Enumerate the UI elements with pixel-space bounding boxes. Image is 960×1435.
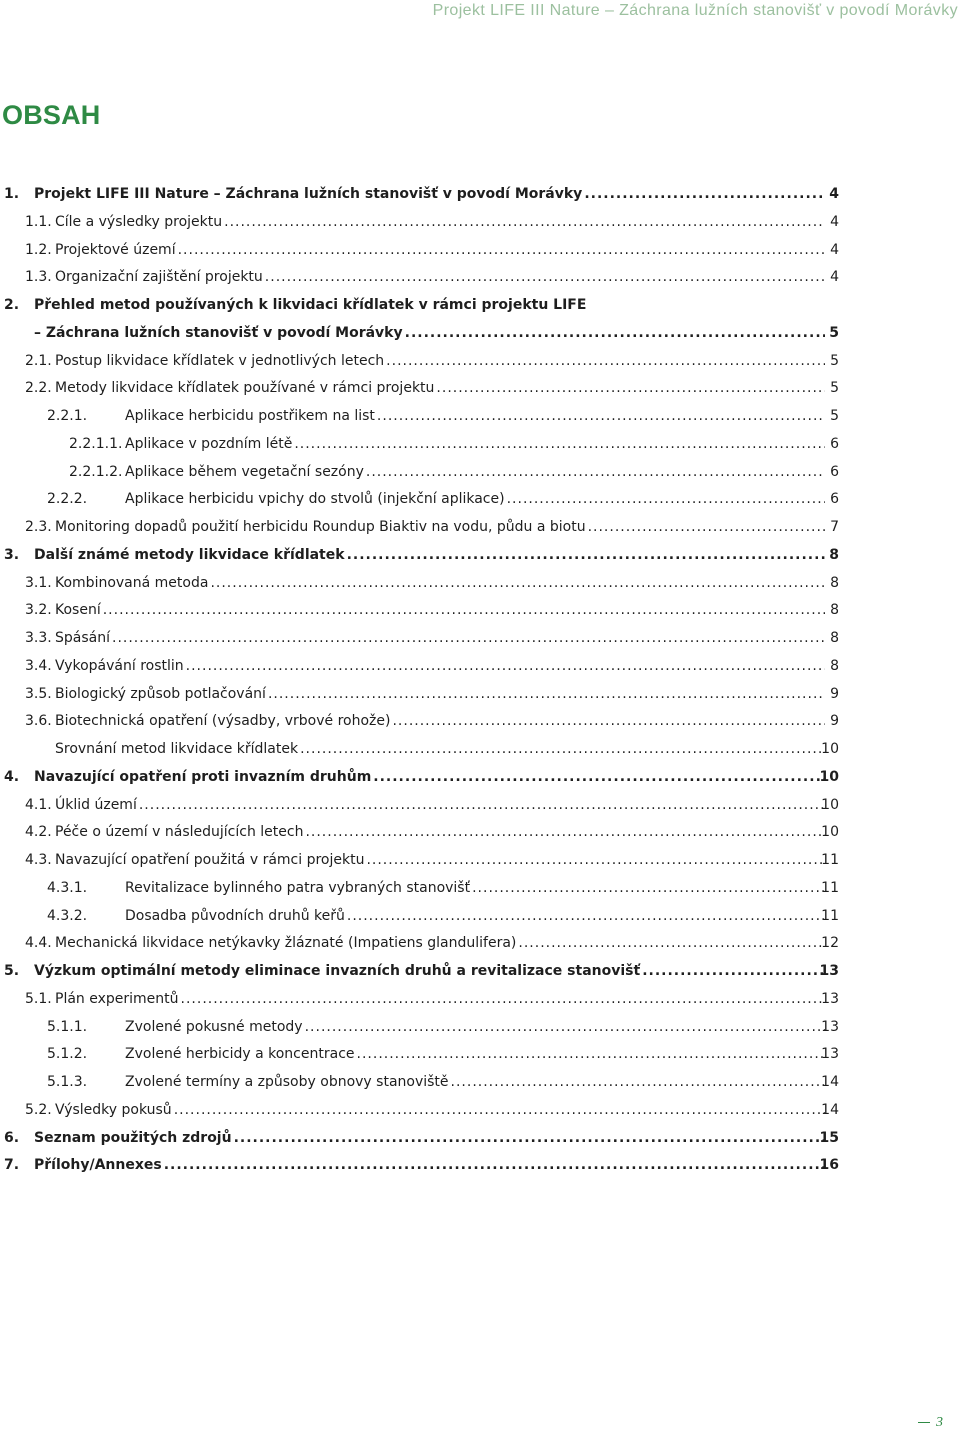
toc-entry-page: 8 <box>830 657 839 674</box>
dot-leader <box>434 375 825 403</box>
toc-entry[interactable] <box>0 903 960 931</box>
toc-entry-number: 2.2.2. <box>47 491 88 508</box>
toc-entry[interactable] <box>0 292 960 320</box>
toc-entry-title-text: Mechanická likvidace netýkavky žláznaté (Impatiens glandulifera) <box>55 935 517 952</box>
toc-entry[interactable] <box>0 681 960 709</box>
dot-leader <box>582 181 825 209</box>
toc-entry-title <box>34 542 825 570</box>
toc-entry-title <box>55 348 825 376</box>
toc-entry[interactable] <box>0 431 960 459</box>
toc-entry[interactable] <box>0 625 960 653</box>
dot-leader <box>172 1097 825 1125</box>
dot-leader <box>640 958 825 986</box>
toc-entry-title-text: Cíle a výsledky projektu <box>55 213 223 230</box>
toc-entry-title-text: Aplikace herbicidu postřikem na list <box>125 408 375 424</box>
dot-leader <box>355 1041 825 1069</box>
dot-leader <box>298 736 825 764</box>
toc-entry-title <box>125 903 825 931</box>
toc-entry-page: 5 <box>829 324 839 341</box>
toc-entry-title <box>125 486 825 514</box>
toc-entry[interactable] <box>0 209 960 237</box>
toc-entry-title <box>125 875 825 903</box>
toc-entry-number: 5.1.2. <box>47 1046 88 1063</box>
dot-leader <box>263 264 825 292</box>
toc-entry-title <box>34 181 825 209</box>
toc-entry[interactable] <box>0 958 960 986</box>
toc-entry-title <box>55 986 825 1014</box>
table-of-contents <box>0 181 960 1180</box>
toc-entry-title <box>125 431 825 459</box>
toc-entry-page: 5 <box>830 380 839 397</box>
toc-entry-title-text: Úklid území <box>55 796 137 813</box>
toc-entry-page: 10 <box>821 824 839 841</box>
toc-entry-number: 3.1. <box>25 574 52 591</box>
toc-entry-number: 4.4. <box>25 935 52 952</box>
toc-entry-title <box>55 514 825 542</box>
toc-entry-title-text: Projekt LIFE III Nature – Záchrana lužních stanovišť v povodí Morávky <box>34 186 583 202</box>
toc-entry-title-text: Navazující opatření použitá v rámci projektu <box>55 852 365 868</box>
dot-leader <box>110 625 825 653</box>
toc-entry-title-text: Spásání <box>55 630 110 646</box>
toc-entry-title <box>34 292 586 320</box>
toc-entry[interactable] <box>0 181 960 209</box>
toc-entry-number: 4.1. <box>25 796 52 813</box>
toc-entry-title-text: Kombinovaná metoda <box>55 574 209 591</box>
dot-leader <box>303 1014 825 1042</box>
toc-entry[interactable] <box>0 597 960 625</box>
dot-leader <box>222 209 825 237</box>
dot-leader <box>137 792 825 820</box>
toc-entry-page: 11 <box>821 879 839 896</box>
toc-entry[interactable] <box>0 542 960 570</box>
toc-entry[interactable] <box>0 653 960 681</box>
toc-entry-title <box>125 1069 825 1097</box>
toc-entry-title-text: Výsledky pokusů <box>55 1101 172 1118</box>
toc-entry-page: 4 <box>830 213 839 230</box>
toc-entry-title <box>55 237 825 265</box>
toc-entry-number: 4. <box>4 768 20 785</box>
toc-entry-number: 2.1. <box>25 352 52 369</box>
toc-entry-title <box>34 1152 825 1180</box>
toc-entry-title <box>34 958 825 986</box>
toc-entry-number: 3.6. <box>25 713 52 730</box>
toc-entry-title-text: Aplikace během vegetační sezóny <box>125 463 364 480</box>
toc-entry-number: 4.2. <box>25 824 52 841</box>
dot-leader <box>101 597 825 625</box>
toc-entry-title-text: Aplikace herbicidu vpichy do stvolů (injekční aplikace) <box>125 491 505 508</box>
toc-entry[interactable] <box>0 237 960 265</box>
toc-entry[interactable] <box>0 514 960 542</box>
toc-entry-title-text: Další známé metody likvidace křídlatek <box>34 546 345 563</box>
dot-leader <box>345 542 825 570</box>
toc-entry-title-text: Plán experimentů <box>55 990 179 1007</box>
toc-entry-number: 2.2.1.1. <box>69 435 123 452</box>
toc-entry-title-text: Dosadba původních druhů keřů <box>125 907 345 924</box>
toc-entry-title-text: Přílohy/Annexes <box>34 1157 162 1174</box>
dot-leader <box>364 847 825 875</box>
toc-entry-number: 6. <box>4 1129 20 1146</box>
dot-leader <box>184 653 825 681</box>
toc-entry-number: 3.5. <box>25 685 52 702</box>
toc-entry-number: 5.1. <box>25 990 52 1007</box>
toc-entry[interactable] <box>0 764 960 792</box>
toc-entry-title-text: Zvolené herbicidy a koncentrace <box>125 1046 355 1063</box>
dot-leader <box>232 1125 825 1153</box>
dot-leader <box>375 403 825 431</box>
toc-entry-title-text: Péče o území v následujících letech <box>55 824 304 841</box>
toc-entry-page: 5 <box>830 408 839 424</box>
dot-leader <box>390 708 825 736</box>
toc-entry[interactable] <box>0 930 960 958</box>
toc-entry-page: 8 <box>830 630 839 646</box>
toc-entry-title-text: Zvolené termíny a způsoby obnovy stanoviště <box>125 1074 449 1090</box>
toc-entry-page: 9 <box>830 685 839 702</box>
toc-entry[interactable] <box>0 1041 960 1069</box>
toc-entry-page: 6 <box>830 463 839 480</box>
toc-entry-title <box>55 1097 825 1125</box>
toc-entry[interactable] <box>0 1014 960 1042</box>
dot-leader <box>371 764 825 792</box>
dot-leader <box>364 459 825 487</box>
toc-entry[interactable] <box>0 264 960 292</box>
dot-leader <box>403 320 825 348</box>
toc-entry-page: 14 <box>821 1101 839 1118</box>
toc-entry-title <box>55 625 825 653</box>
toc-entry-page: 13 <box>821 1018 839 1035</box>
toc-entry-page: 6 <box>830 435 839 452</box>
toc-entry-page: 12 <box>821 935 839 952</box>
toc-entry-page: 5 <box>830 352 839 369</box>
toc-entry-title-text: Projektové území <box>55 241 176 258</box>
toc-entry[interactable] <box>0 375 960 403</box>
dot-leader <box>292 431 825 459</box>
dot-leader <box>586 514 825 542</box>
dot-leader <box>179 986 825 1014</box>
toc-entry[interactable] <box>0 847 960 875</box>
toc-entry-number: 2.2.1. <box>47 408 88 424</box>
toc-entry-title-text: Biologický způsob potlačování <box>55 685 266 702</box>
toc-entry-title-text: Srovnání metod likvidace křídlatek <box>55 741 299 757</box>
toc-entry[interactable] <box>0 570 960 598</box>
toc-entry-number: 7. <box>4 1157 20 1174</box>
toc-entry-title-text: Aplikace v pozdním létě <box>125 435 293 452</box>
toc-entry-page: 10 <box>821 741 839 757</box>
toc-entry-title-text: Kosení <box>55 602 101 619</box>
toc-entry[interactable] <box>0 486 960 514</box>
toc-entry-title-text: Organizační zajištění projektu <box>55 269 263 286</box>
toc-entry[interactable] <box>0 736 960 764</box>
toc-entry-title-text: Navazující opatření proti invazním druhům <box>34 768 372 785</box>
toc-entry-number: 2. <box>4 297 20 313</box>
toc-entry[interactable] <box>0 708 960 736</box>
dot-leader <box>162 1152 825 1180</box>
toc-entry-page: 11 <box>821 907 839 924</box>
toc-entry-page: 13 <box>821 1046 839 1063</box>
toc-entry-page: 15 <box>819 1129 839 1146</box>
toc-entry-title <box>55 847 825 875</box>
toc-entry[interactable] <box>0 348 960 376</box>
toc-entry-title-text: – Záchrana lužních stanovišť v povodí Morávky <box>34 324 403 341</box>
toc-entry-page: 9 <box>830 713 839 730</box>
dot-leader <box>449 1069 825 1097</box>
toc-entry-title-text: Revitalizace bylinného patra vybraných stanovišť <box>125 879 471 896</box>
toc-entry-title <box>55 708 825 736</box>
toc-entry-title <box>125 459 825 487</box>
toc-entry[interactable] <box>0 819 960 847</box>
toc-entry[interactable] <box>0 1152 960 1180</box>
toc-entry-title <box>125 1014 825 1042</box>
toc-entry-title-text: Metody likvidace křídlatek používané v rámci projektu <box>55 380 435 397</box>
toc-entry-title <box>55 819 825 847</box>
toc-entry-page: 13 <box>821 990 839 1007</box>
dot-leader <box>208 570 825 598</box>
toc-entry-number: 5.2. <box>25 1101 52 1118</box>
toc-entry-page: 11 <box>821 852 839 868</box>
dot-leader <box>505 486 825 514</box>
toc-entry-title <box>55 597 825 625</box>
toc-entry-number: 3. <box>4 546 20 563</box>
toc-entry-page: 4 <box>829 186 839 202</box>
toc-entry-page: 10 <box>819 768 839 785</box>
dot-leader <box>470 875 825 903</box>
toc-entry-number: 2.2. <box>25 380 52 397</box>
toc-entry-number: 2.2.1.2. <box>69 463 123 480</box>
toc-entry[interactable] <box>0 403 960 431</box>
toc-entry-title <box>55 792 825 820</box>
toc-entry-number: 1.1. <box>25 213 52 230</box>
toc-entry-title <box>55 264 825 292</box>
toc-entry-page: 16 <box>819 1157 839 1174</box>
toc-entry-title <box>55 930 825 958</box>
toc-entry-number: 2.3. <box>25 519 52 535</box>
toc-entry-number: 1.3. <box>25 269 52 286</box>
toc-entry[interactable] <box>0 792 960 820</box>
toc-entry-page: 7 <box>830 519 839 535</box>
toc-entry-title <box>55 681 825 709</box>
toc-entry-page: 4 <box>830 241 839 258</box>
toc-entry-page: 10 <box>821 796 839 813</box>
toc-entry-title-text: Přehled metod používaných k likvidaci křídlatek v rámci projektu LIFE <box>34 297 587 313</box>
toc-entry-page: 8 <box>830 602 839 619</box>
toc-heading: OBSAH <box>2 100 101 130</box>
page-footer <box>918 1415 943 1431</box>
toc-entry[interactable] <box>0 1069 960 1097</box>
toc-entry[interactable] <box>0 459 960 487</box>
toc-entry-title <box>55 570 825 598</box>
toc-entry-number: 5. <box>4 963 20 979</box>
toc-entry[interactable] <box>0 1125 960 1153</box>
toc-entry-page: 6 <box>830 491 839 508</box>
toc-entry-number: 1. <box>4 186 20 202</box>
toc-entry-title <box>55 653 825 681</box>
toc-entry-page: 8 <box>829 546 839 563</box>
toc-entry-page: 4 <box>830 269 839 286</box>
toc-entry-title <box>55 209 825 237</box>
toc-entry-number: 5.1.1. <box>47 1018 88 1035</box>
toc-entry-title <box>34 764 825 792</box>
toc-entry-title-text: Monitoring dopadů použití herbicidu Roundup Biaktiv na vodu, půdu a biotu <box>55 519 586 535</box>
toc-entry-title-text: Zvolené pokusné metody <box>125 1018 303 1035</box>
toc-entry[interactable] <box>0 875 960 903</box>
footer-rule <box>918 1422 930 1423</box>
dot-leader <box>345 903 825 931</box>
toc-entry-title-text: Seznam použitých zdrojů <box>34 1129 232 1146</box>
dot-leader <box>176 237 825 265</box>
toc-entry-title-text: Postup likvidace křídlatek v jednotlivých letech <box>55 352 385 369</box>
toc-entry[interactable] <box>0 1097 960 1125</box>
toc-entry-number: 3.3. <box>25 630 52 646</box>
toc-entry-title <box>125 403 825 431</box>
toc-entry-title <box>55 736 825 764</box>
dot-leader <box>384 348 825 376</box>
toc-entry-title <box>55 375 825 403</box>
toc-entry-number: 4.3.2. <box>47 907 88 924</box>
toc-entry-title <box>34 320 825 348</box>
dot-leader <box>516 930 825 958</box>
toc-entry[interactable] <box>0 320 960 348</box>
toc-entry-title-text: Vykopávání rostlin <box>55 657 184 674</box>
toc-entry-title <box>34 1125 825 1153</box>
toc-entry-title-text: Biotechnická opatření (výsadby, vrbové rohože) <box>55 713 391 730</box>
page-number: 3 <box>936 1415 943 1430</box>
toc-entry-page: 14 <box>821 1074 839 1090</box>
toc-entry-number: 4.3.1. <box>47 879 88 896</box>
toc-entry-number: 4.3. <box>25 852 52 868</box>
toc-entry-number: 3.2. <box>25 602 52 619</box>
toc-entry[interactable] <box>0 986 960 1014</box>
dot-leader <box>266 681 825 709</box>
toc-entry-number: 5.1.3. <box>47 1074 88 1090</box>
toc-entry-title <box>125 1041 825 1069</box>
toc-entry-number: 1.2. <box>25 241 52 258</box>
running-header: Projekt LIFE III Nature – Záchrana lužních stanovišť v povodí Morávky <box>432 2 958 19</box>
toc-entry-number: 3.4. <box>25 657 52 674</box>
toc-entry-page: 8 <box>830 574 839 591</box>
toc-entry-page: 13 <box>819 963 839 979</box>
dot-leader <box>303 819 825 847</box>
toc-entry-title-text: Výzkum optimální metody eliminace invazních druhů a revitalizace stanovišť <box>34 963 641 979</box>
